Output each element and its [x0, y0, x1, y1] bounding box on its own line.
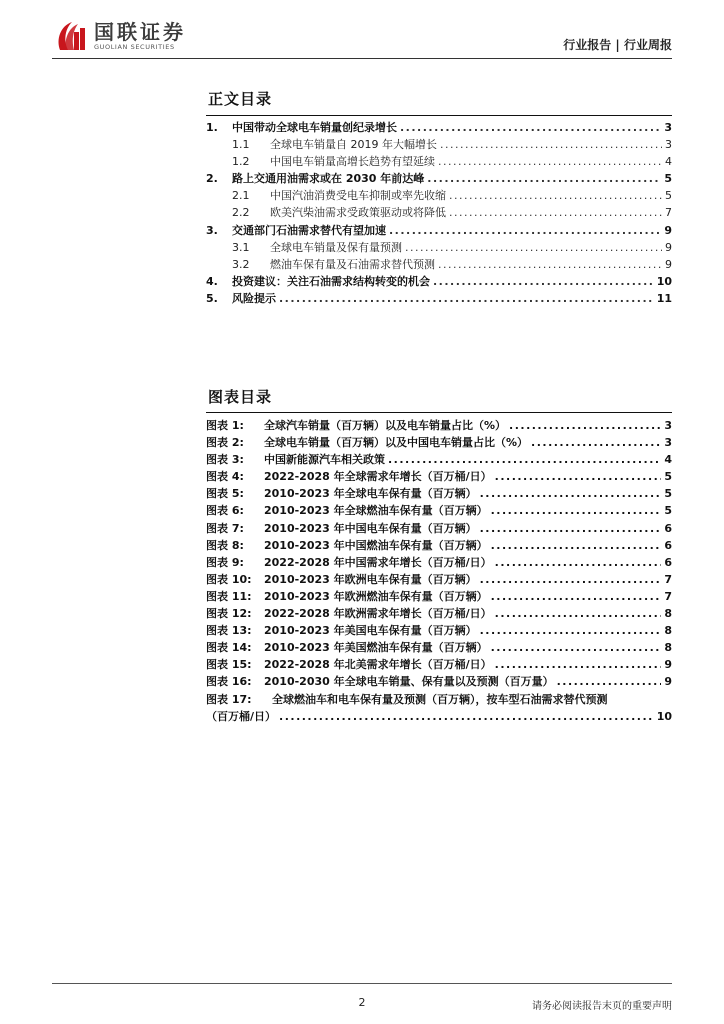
toc-entry-label: 投资建议：关注石油需求结构转变的机会 [232, 274, 430, 288]
toc-leader-dots [400, 121, 661, 134]
logo-chinese-name: 国联证券 [94, 19, 186, 44]
figure-entry[interactable] [206, 434, 672, 451]
toc-leader-dots [440, 138, 662, 151]
toc-entry-page: 11 [656, 291, 672, 305]
toc-entry-number: 2. [206, 172, 218, 186]
figure-entry-number: 图表 14: [206, 641, 252, 655]
figure-entry[interactable] [206, 502, 672, 519]
figure-entry-page: 3 [664, 419, 672, 432]
page-number: 2 [358, 996, 366, 1009]
toc-entry-number: 1. [206, 121, 218, 134]
toc-entry-page: 3 [665, 138, 672, 152]
figure-entry-page: 8 [664, 641, 672, 655]
report-type-tag: 行业报告 | 行业周报 [563, 38, 672, 52]
figure-leader-dots [480, 487, 662, 500]
toc-entry-page: 9 [664, 223, 672, 237]
figure-entry-number: 图表 10: [206, 572, 252, 586]
figure-leader-dots [531, 436, 661, 449]
figure-entry-number: 图表 13: [206, 624, 252, 638]
figure-entry-number: 图表 6: [206, 504, 244, 518]
figure-entry[interactable] [206, 520, 672, 537]
toc-leader-dots [433, 275, 654, 288]
toc-entry-number: 3.2 [232, 257, 250, 271]
toc-entry[interactable] [206, 136, 672, 153]
figure-entry-page: 5 [664, 487, 672, 501]
figure-entry[interactable] [206, 571, 672, 588]
figure-entry-page: 10 [656, 709, 672, 723]
figure-entry-page: 6 [664, 538, 672, 552]
figure-entry[interactable] [206, 485, 672, 502]
figure-leader-dots [495, 658, 662, 671]
toc-leader-dots [389, 224, 661, 237]
toc-entry-page: 3 [664, 121, 672, 134]
figure-entry[interactable] [206, 554, 672, 571]
figure-entry[interactable] [206, 656, 672, 673]
toc-entry-label: 欧美汽柴油需求受政策驱动或将降低 [270, 206, 446, 220]
figure-entry-label: 2010-2023 年美国电车保有量（百万辆） [264, 624, 477, 638]
figure-entry-page: 9 [664, 658, 672, 672]
figure-entry-number: 图表 3: [206, 453, 244, 467]
figure-leader-dots [509, 419, 661, 432]
toc-entry[interactable] [206, 256, 672, 273]
figure-entry-label: 全球电车销量（百万辆）以及中国电车销量占比（%） [264, 436, 529, 450]
toc-entry[interactable] [206, 170, 672, 187]
figure-entry-number: 图表 8: [206, 538, 244, 552]
figure-entry-label: 2010-2030 年全球电车销量、保有量以及预测（百万量） [264, 675, 554, 689]
figure-leader-dots [495, 470, 662, 483]
figure-entry-label: 2010-2023 年全球燃油车保有量（百万辆） [264, 504, 488, 518]
figure-entry-page: 6 [664, 555, 672, 569]
figure-entry-number: 图表 12: [206, 607, 252, 621]
figure-entry-number: 图表 7: [206, 521, 244, 535]
figure-entry[interactable] [206, 673, 672, 690]
toc-leader-dots [405, 241, 662, 254]
figure-entry-number: 图表 16: [206, 675, 252, 689]
toc-leader-dots [427, 172, 661, 185]
toc-entry-page: 9 [665, 257, 672, 271]
toc-entry[interactable] [206, 239, 672, 256]
figure-leader-dots [491, 641, 662, 654]
page-header [0, 0, 724, 64]
figure-entry[interactable] [206, 639, 672, 656]
logo-english-name: GUOLIAN SECURITIES [94, 42, 175, 51]
figure-entry-label: 2010-2023 年中国燃油车保有量（百万辆） [264, 538, 488, 552]
figure-entry[interactable] [206, 588, 672, 605]
toc-entry[interactable] [206, 290, 672, 307]
toc-entry-label: 燃油车保有量及石油需求替代预测 [270, 257, 435, 271]
toc-entry[interactable] [206, 204, 672, 221]
figure-entry-number: 图表 11: [206, 589, 252, 603]
figure-entry-label: 2022-2028 年北美需求年增长（百万桶/日） [264, 658, 492, 672]
figure-entry-page: 7 [664, 589, 672, 603]
figure-entry-page: 8 [664, 624, 672, 638]
figures-title: 图表目录 [208, 388, 273, 406]
toc-entry-label: 全球电车销量及保有量预测 [270, 240, 402, 254]
figure-leader-dots [480, 624, 662, 637]
toc-entry-label: 交通部门石油需求替代有望加速 [232, 223, 386, 237]
toc-entry[interactable] [206, 273, 672, 290]
toc-leader-dots [449, 189, 662, 202]
toc-entry-page: 9 [665, 240, 672, 254]
figure-entry-label: 2022-2028 年欧洲需求年增长（百万桶/日） [264, 607, 492, 621]
figure-entry[interactable] [206, 605, 672, 622]
company-logo [52, 18, 186, 54]
toc-entry-label: 中国汽油消费受电车抑制或率先收缩 [270, 189, 446, 203]
figure-entry-label: 2010-2023 年全球电车保有量（百万辆） [264, 487, 477, 501]
toc-entry-page: 7 [665, 206, 672, 220]
figure-entry-label: 2010-2023 年中国电车保有量（百万辆） [264, 521, 477, 535]
toc-entry-label: 全球电车销量自 2019 年大幅增长 [270, 138, 437, 152]
figure-entry-number: 图表 2: [206, 436, 244, 450]
figure-leader-dots [491, 590, 662, 603]
toc-entry[interactable] [206, 153, 672, 170]
figures-list [206, 417, 672, 725]
toc-entry-page: 10 [656, 274, 672, 288]
toc-entry-number: 2.2 [232, 206, 250, 220]
figure-leader-dots [557, 675, 662, 688]
figure-entry[interactable] [206, 451, 672, 468]
figure-entry-page: 6 [664, 521, 672, 535]
figure-entry-page: 9 [664, 675, 672, 689]
figure-entry-label: 2022-2028 年中国需求年增长（百万桶/日） [264, 555, 492, 569]
figure-entry-number: 图表 1: [206, 419, 244, 432]
figure-entry[interactable] [206, 537, 672, 554]
footer-disclaimer: 请务必阅读报告末页的重要声明 [532, 1001, 672, 1012]
figure-entry[interactable] [206, 468, 672, 485]
figure-entry-page: 5 [664, 504, 672, 518]
toc-entry[interactable] [206, 119, 672, 136]
toc-entry-label: 路上交通用油需求或在 2030 年前达峰 [232, 172, 425, 186]
toc-entry-number: 5. [206, 291, 218, 305]
figure-entry-page: 7 [664, 572, 672, 586]
toc-entry-page: 4 [665, 155, 672, 169]
figure-entry[interactable] [206, 417, 672, 434]
toc-leader-dots [438, 155, 662, 168]
toc-entry-number: 2.1 [232, 189, 250, 203]
toc-entry-number: 4. [206, 274, 218, 288]
figure-entry-number: 图表 5: [206, 487, 244, 501]
figure-entry-label: 2022-2028 年全球需求年增长（百万桶/日） [264, 470, 492, 484]
figure-entry-label: 2010-2023 年欧洲燃油车保有量（百万辆） [264, 589, 488, 603]
figure-leader-dots [491, 539, 662, 552]
toc-title: 正文目录 [208, 90, 273, 108]
figure-entry-number: 图表 9: [206, 555, 244, 569]
figure-entry-label: 中国新能源汽车相关政策 [264, 453, 385, 467]
figures-title-rule [206, 412, 672, 413]
toc-entry-page: 5 [664, 172, 672, 186]
toc-entry-number: 3.1 [232, 240, 250, 254]
figure-entry-label: 2010-2023 年欧洲电车保有量（百万辆） [264, 572, 477, 586]
figure-entry-page: 5 [664, 470, 672, 484]
figure-entry-label-continued: （百万桶/日） [206, 709, 277, 723]
guolian-logo-icon [52, 18, 88, 54]
toc-entry[interactable] [206, 222, 672, 239]
figure-leader-dots [388, 453, 661, 466]
toc-leader-dots [438, 258, 662, 271]
toc-list [206, 119, 672, 307]
figure-entry[interactable] [206, 622, 672, 639]
figure-entry-number: 图表 15: [206, 658, 252, 672]
figure-leader-dots [279, 710, 654, 723]
figure-entry[interactable] [206, 691, 672, 725]
figure-leader-dots [495, 556, 662, 569]
toc-entry-number: 3. [206, 223, 218, 237]
toc-entry[interactable] [206, 187, 672, 204]
toc-entry-label: 中国电车销量高增长趋势有望延续 [270, 155, 435, 169]
toc-title-rule [206, 115, 672, 116]
figure-leader-dots [480, 573, 662, 586]
footer-divider [52, 983, 672, 984]
figure-leader-dots [495, 607, 662, 620]
toc-leader-dots [449, 206, 662, 219]
toc-entry-page: 5 [665, 189, 672, 203]
figure-entry-label: 2010-2023 年美国燃油车保有量（百万辆） [264, 641, 488, 655]
figure-leader-dots [491, 504, 662, 517]
figure-entry-number: 图表 4: [206, 470, 244, 484]
figure-entry-label: 全球燃油车和电车保有量及预测（百万辆），按车型石油需求替代预测 [272, 692, 608, 706]
figure-leader-dots [480, 522, 662, 535]
figure-entry-page: 8 [664, 607, 672, 621]
header-divider [52, 58, 672, 59]
toc-entry-number: 1.1 [232, 138, 250, 152]
toc-entry-label: 风险提示 [232, 291, 276, 305]
toc-leader-dots [279, 292, 654, 305]
figure-entry-label: 全球汽车销量（百万辆）以及电车销量占比（%） [264, 419, 507, 432]
figure-entry-page: 4 [664, 453, 672, 467]
figure-entry-number: 图表 17: [206, 692, 252, 706]
figure-entry-page: 3 [664, 436, 672, 450]
toc-entry-number: 1.2 [232, 155, 250, 169]
toc-entry-label: 中国带动全球电车销量创纪录增长 [232, 121, 397, 134]
